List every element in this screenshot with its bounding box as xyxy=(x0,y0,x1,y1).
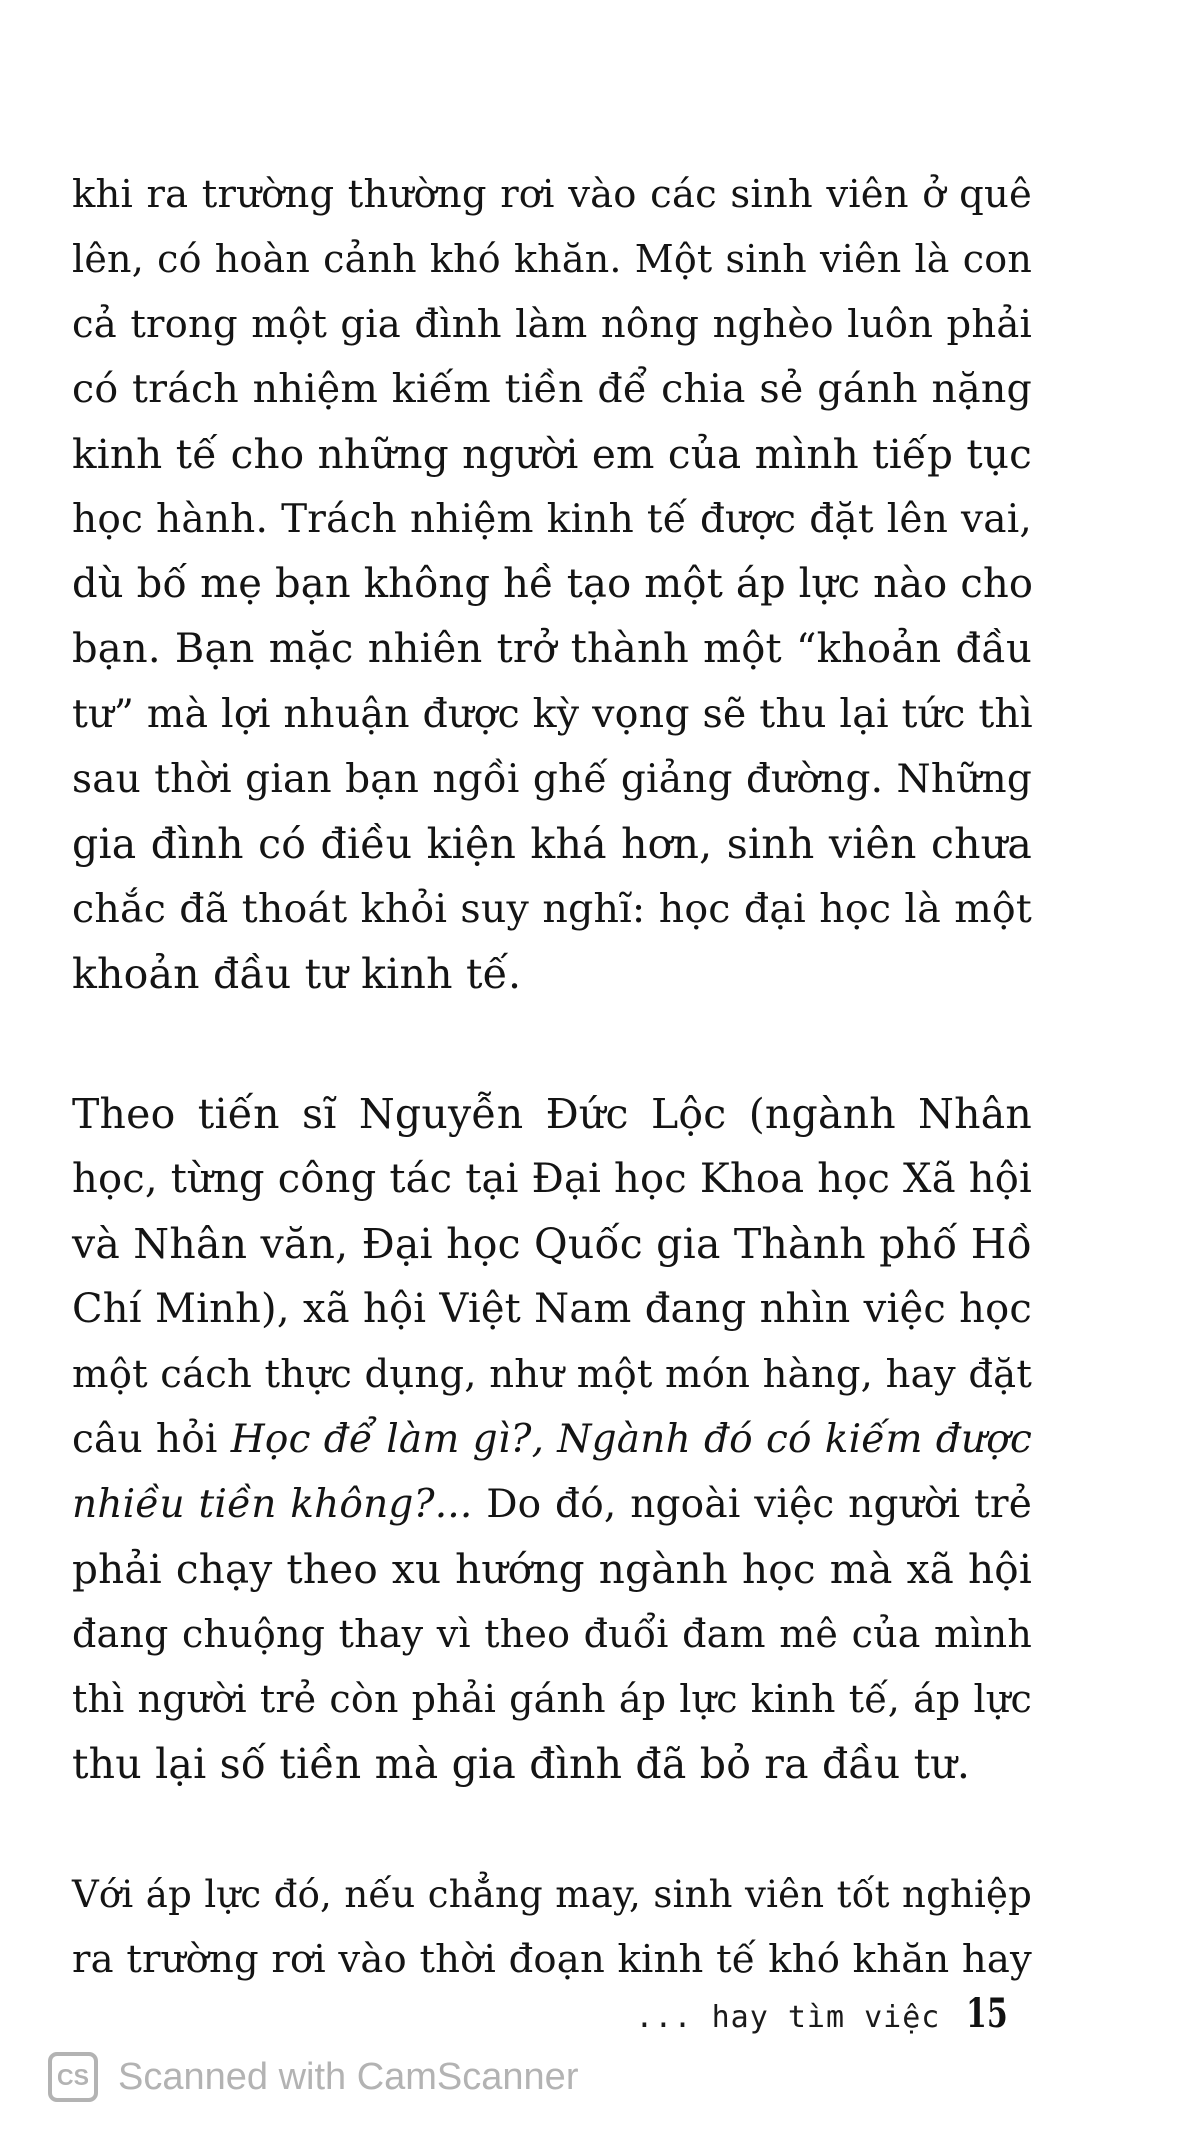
paragraph-spacer xyxy=(72,1797,1032,1862)
text-line: phải chạy theo xu hướng ngành học mà xã hội xyxy=(72,1545,1032,1593)
text-line-mixed xyxy=(72,1407,1032,1472)
text-run: câu hỏi xyxy=(72,1417,231,1462)
italic-text-run: Học để làm gì?, Ngành đó có kiếm được xyxy=(230,1417,1032,1462)
text-line: Chí Minh), xã hội Việt Nam đang nhìn việc học xyxy=(72,1286,1032,1332)
paragraph-3 xyxy=(72,1862,1032,1992)
paragraph-2 xyxy=(72,1082,1032,1797)
text-line: và Nhân văn, Đại học Quốc gia Thành phố Hồ xyxy=(72,1220,1032,1268)
text-line: tư” mà lợi nhuận được kỳ vọng sẽ thu lại tức thì xyxy=(72,691,1033,737)
page-number: 15 xyxy=(966,1990,1009,2037)
text-line: lên, có hoàn cảnh khó khăn. Một sinh viên là con xyxy=(72,237,1032,281)
text-line: dù bố mẹ bạn không hề tạo một áp lực nào cho xyxy=(72,561,1034,607)
running-head: ... hay tìm việc xyxy=(635,2000,941,2035)
text-line: khi ra trường thường rơi vào các sinh viên ở quê xyxy=(72,172,1032,217)
text-line: Với áp lực đó, nếu chẳng may, sinh viên tốt nghiệp xyxy=(72,1873,1032,1916)
text-run: Do đó, ngoài việc người trẻ xyxy=(472,1482,1032,1527)
watermark-text: Scanned with CamScanner xyxy=(118,2055,579,2098)
text-line: thì người trẻ còn phải gánh áp lực kinh tế, áp lực xyxy=(72,1677,1032,1721)
page-footer xyxy=(635,1990,1022,2037)
text-line: chắc đã thoát khỏi suy nghĩ: học đại học là một xyxy=(72,886,1032,932)
text-line: thu lại số tiền mà gia đình đã bỏ ra đầu tư. xyxy=(72,1740,971,1788)
text-line: đang chuộng thay vì theo đuổi đam mê của mình xyxy=(72,1612,1032,1656)
text-line: có trách nhiệm kiếm tiền để chia sẻ gánh nặng xyxy=(72,366,1032,412)
text-line: một cách thực dụng, như một món hàng, hay đặt xyxy=(72,1352,1032,1397)
camscanner-logo-icon: CS xyxy=(48,2052,98,2102)
text-line: Theo tiến sĩ Nguyễn Đức Lộc (ngành Nhân xyxy=(72,1090,1032,1138)
text-line: học hành. Trách nhiệm kinh tế được đặt lên vai, xyxy=(72,497,1032,542)
text-line: khoản đầu tư kinh tế. xyxy=(72,950,522,998)
text-line-mixed xyxy=(72,1472,1032,1537)
text-line: bạn. Bạn mặc nhiên trở thành một “khoản đầu xyxy=(72,626,1032,672)
page-body xyxy=(72,162,1032,1992)
italic-text-run: nhiều tiền không?... xyxy=(72,1482,473,1527)
paragraph-1 xyxy=(72,162,1032,1007)
text-line: học, từng công tác tại Đại học Khoa học Xã hội xyxy=(72,1156,1032,1202)
text-line: cả trong một gia đình làm nông nghèo luôn phải xyxy=(72,302,1032,347)
text-line: kinh tế cho những người em của mình tiếp tục xyxy=(72,430,1032,478)
text-line: gia đình có điều kiện khá hơn, sinh viên chưa xyxy=(72,820,1032,868)
text-line: sau thời gian bạn ngồi ghế giảng đường. Những xyxy=(72,757,1032,802)
paragraph-spacer xyxy=(72,1007,1032,1082)
scanner-watermark xyxy=(48,2052,578,2102)
text-line: ra trường rơi vào thời đoạn kinh tế khó khăn hay xyxy=(72,1937,1032,1982)
